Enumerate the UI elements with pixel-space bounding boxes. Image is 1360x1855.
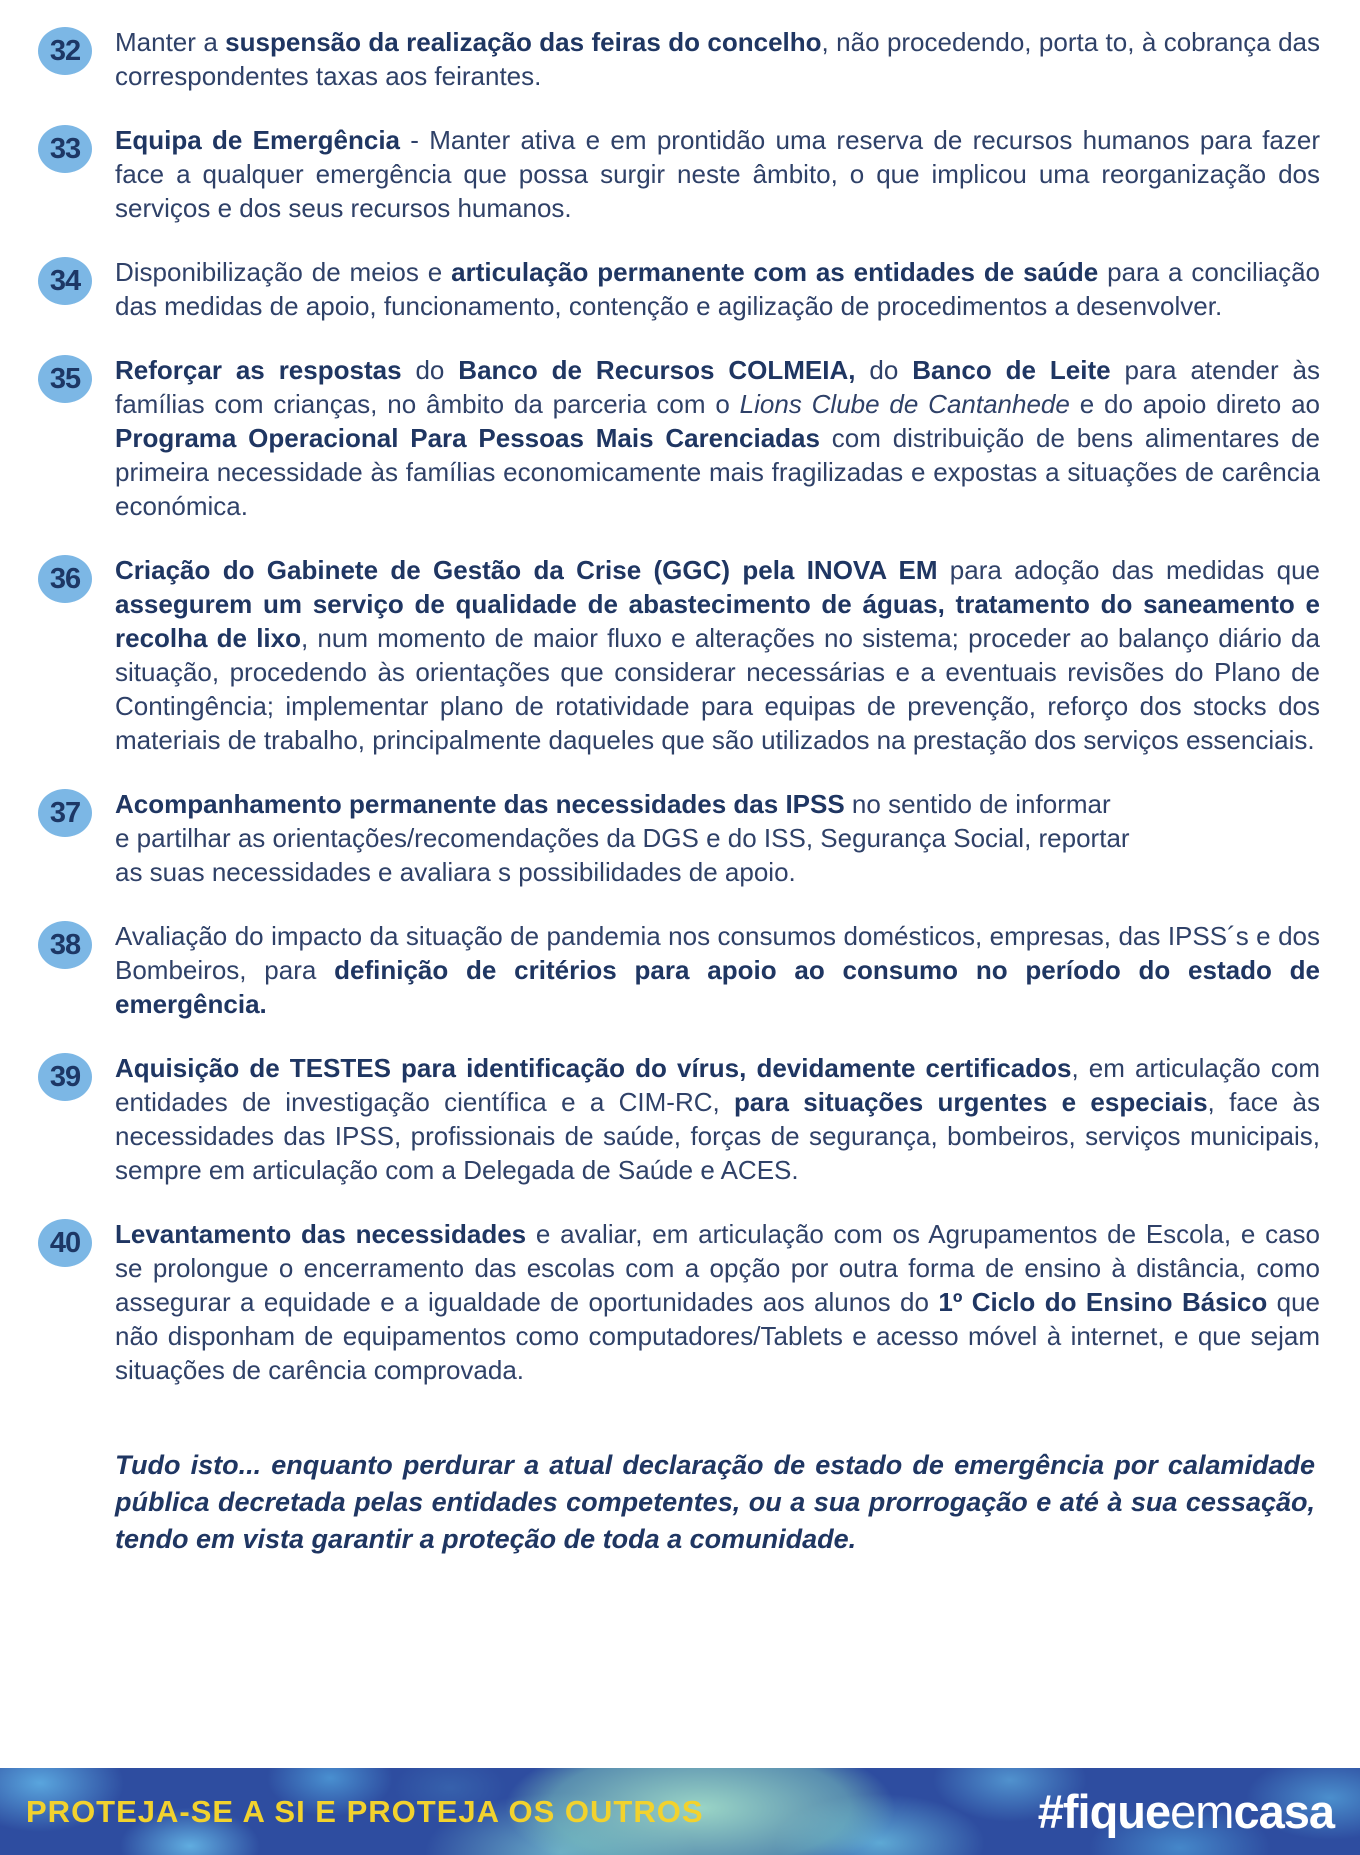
hashtag-part-fique: #fique	[1037, 1785, 1171, 1838]
footer-slogan: PROTEJA-SE A SI E PROTEJA OS OUTROS	[26, 1793, 704, 1829]
list-item	[38, 123, 1320, 225]
list-item	[38, 787, 1320, 889]
item-text: Avaliação do impacto da situação de pandemia nos consumos domésticos, empresas, das IPSS´s e dos Bombeiros, para definição de critérios para apoio ao consumo no período do estado de emergência.	[115, 921, 1320, 1019]
item-text: Reforçar as respostas do Banco de Recursos COLMEIA, do Banco de Leite para atender às famílias com crianças, no âmbito da parceria com o Lions Clube de Cantanhede e do apoio direto ao Programa Operacional Para Pessoas Mais Carenciadas com distribuição de bens alimentares de primeira necessidade às famílias economicamente mais fragilizadas e expostas a situações de carência económica.	[115, 355, 1320, 521]
hashtag-fiqueemcasa	[1038, 1784, 1334, 1839]
list-item	[38, 919, 1320, 1021]
footer-banner	[0, 1768, 1360, 1855]
item-text: Criação do Gabinete de Gestão da Crise (GGC) pela INOVA EM para adoção das medidas que assegurem um serviço de qualidade de abastecimento de águas, tratamento do saneamento e recolha de lixo, num momento de maior fluxo e alterações no sistema; proceder ao balanço diário da situação, procedendo às orientações que considerar necessárias e a eventuais revisões do Plano de Contingência; implementar plano de rotatividade para equipas de prevenção, reforço dos stocks dos materiais de trabalho, principalmente daqueles que são utilizados na prestação dos serviços essenciais.	[115, 555, 1320, 755]
hashtag-part-casa: casa	[1233, 1785, 1334, 1838]
item-text: Manter a suspensão da realização das feiras do concelho, não procedendo, porta to, à cobrança das correspondentes taxas aos feirantes.	[115, 27, 1320, 91]
list-item	[38, 553, 1320, 757]
item-text: Acompanhamento permanente das necessidades das IPSS no sentido de informar e partilhar as orientações/recomendações da DGS e do ISS, Segurança Social, reportar as suas necessidades e avaliara s possibilidades de apoio.	[115, 789, 1130, 887]
item-number-badge: 40	[38, 1219, 92, 1267]
closing-note: Tudo isto... enquanto perdurar a atual declaração de estado de emergência por calamidade pública decretada pelas entidades competentes, ou a sua prorrogação e até à sua cessação, tendo em vista garantir a proteção de toda a comunidade.	[115, 1450, 1315, 1554]
list-item	[38, 255, 1320, 323]
item-number-badge: 37	[38, 789, 92, 837]
item-text: Equipa de Emergência - Manter ativa e em prontidão uma reserva de recursos humanos para fazer face a qualquer emergência que possa surgir neste âmbito, o que implicou uma reorganização dos serviços e dos seus recursos humanos.	[115, 125, 1320, 223]
item-number-badge: 36	[38, 555, 92, 603]
item-number-badge: 33	[38, 125, 92, 173]
list-item	[38, 1051, 1320, 1187]
item-number-badge: 32	[38, 27, 92, 75]
item-number-badge: 39	[38, 1053, 92, 1101]
list-item	[38, 1217, 1320, 1387]
item-number-badge: 35	[38, 355, 92, 403]
item-number-badge: 34	[38, 257, 92, 305]
item-number-badge: 38	[38, 921, 92, 969]
list-item	[38, 353, 1320, 523]
hashtag-part-em: em	[1170, 1785, 1234, 1838]
list-item	[38, 25, 1320, 93]
item-text: Levantamento das necessidades e avaliar, em articulação com os Agrupamentos de Escola, e caso se prolongue o encerramento das escolas com a opção por outra forma de ensino à distância, como assegurar a equidade e a igualdade de oportunidades aos alunos do 1º Ciclo do Ensino Básico que não disponham de equipamentos como computadores/Tablets e acesso móvel à internet, e que sejam situações de carência comprovada.	[115, 1219, 1320, 1385]
item-text: Disponibilização de meios e articulação permanente com as entidades de saúde para a conciliação das medidas de apoio, funcionamento, contenção e agilização de procedimentos a desenvolver.	[115, 257, 1320, 321]
item-text: Aquisição de TESTES para identificação do vírus, devidamente certificados, em articulação com entidades de investigação científica e a CIM-RC, para situações urgentes e especiais, face às necessidades das IPSS, profissionais de saúde, forças de segurança, bombeiros, serviços municipais, sempre em articulação com a Delegada de Saúde e ACES.	[115, 1053, 1320, 1185]
